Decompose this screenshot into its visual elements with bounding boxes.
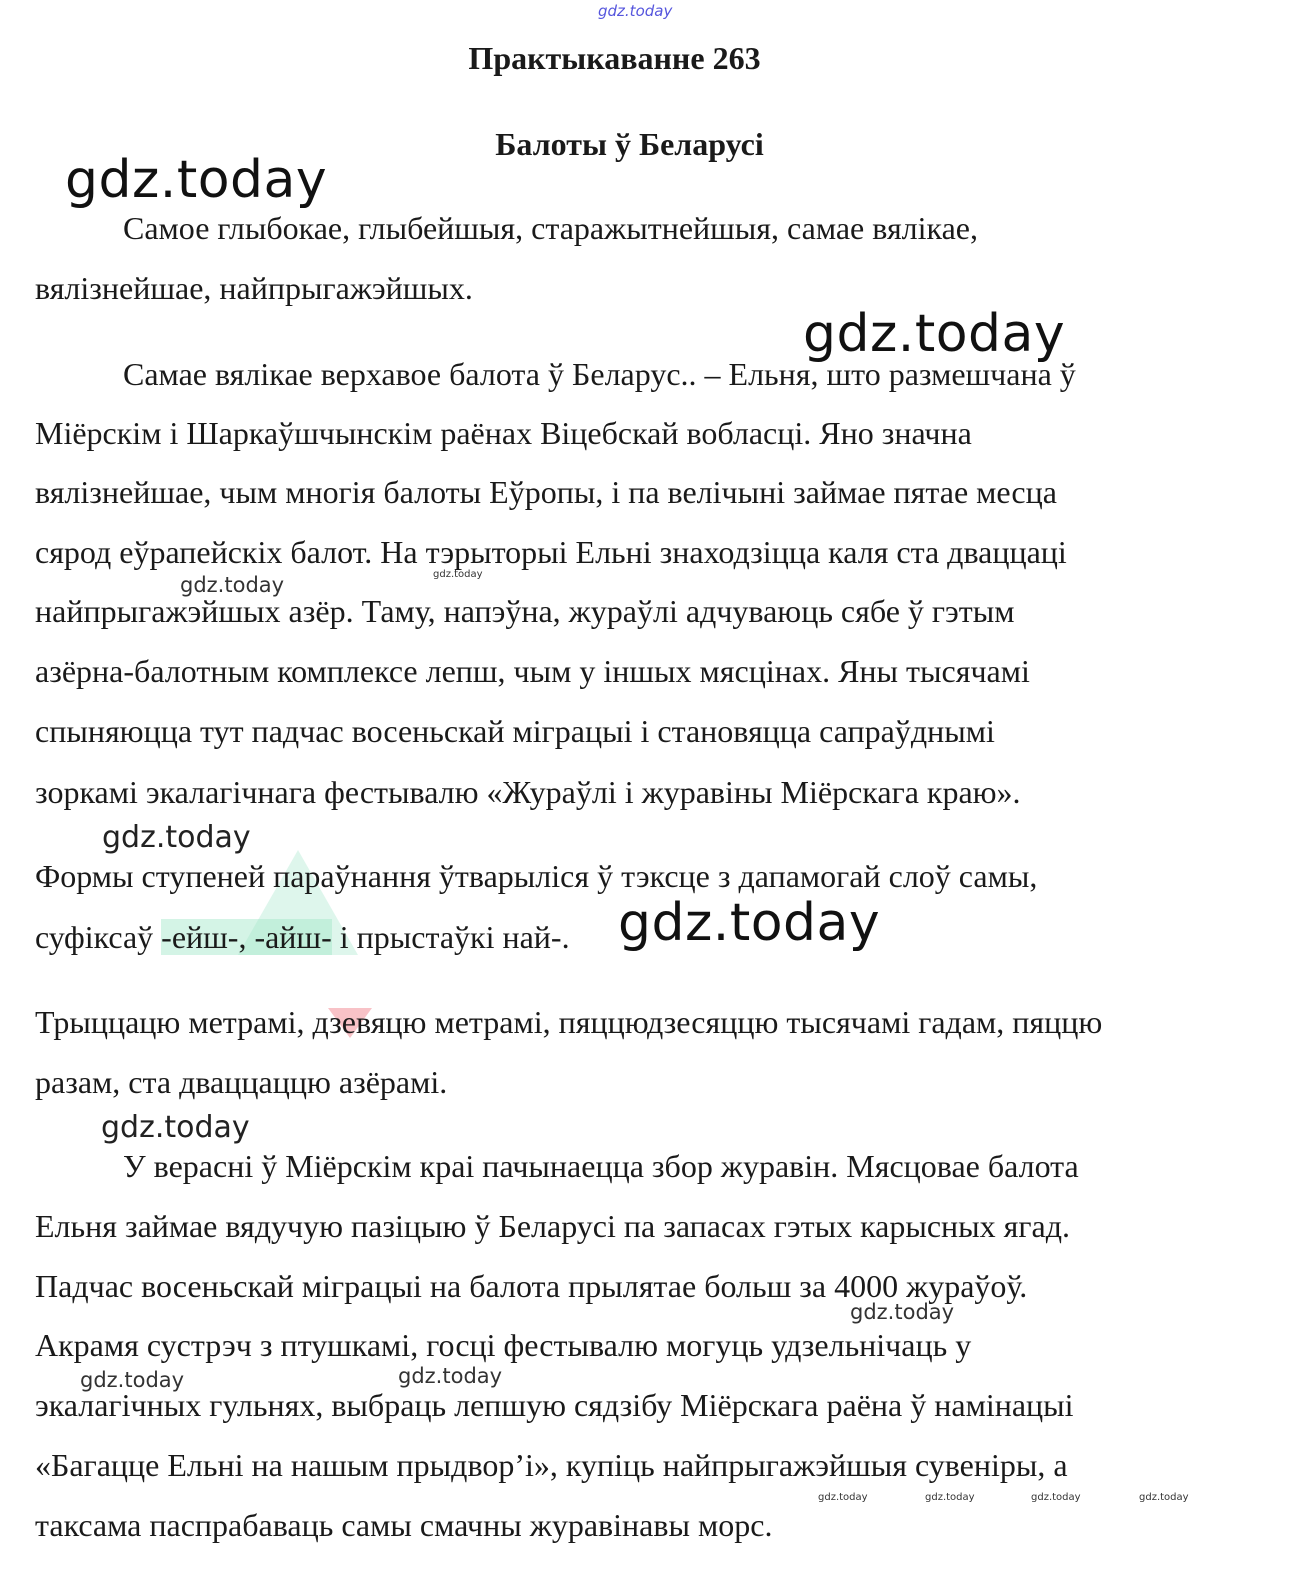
text-line: Міёрскім і Шаркаўшчынскім раёнах Віцебскай вобласці. Яно значна xyxy=(35,415,972,451)
text-span: суфіксаў xyxy=(35,919,162,955)
page-title: Практыкаванне 263 xyxy=(468,40,761,76)
text-line: вялізнейшае, найпрыгажэйшых. xyxy=(35,270,473,306)
text-line: Акрамя сустрэч з птушкамі, госці фестывалю могуць удзельнічаць у xyxy=(35,1327,972,1363)
text-line xyxy=(35,917,570,957)
text-line: Самое глыбокае, глыбейшыя, старажытнейшыя, самае вялікае, xyxy=(123,210,978,246)
text-line: Самае вялікае верхавое балота ў Беларус.. – Ельня, што размешчана ў xyxy=(123,356,1076,392)
text-line: зоркамі экалагічнага фестывалю «Жураўлі і журавіны Міёрскага краю». xyxy=(35,774,1021,810)
watermark-top: gdz.today xyxy=(598,2,673,20)
text-line: Ельня займае вядучую пазіцыю ў Беларусі па запасах гэтых карысных ягад. xyxy=(35,1208,1070,1244)
text-line: экалагічных гульнях, выбраць лепшую сядзібу Міёрскага раёна ў намінацыі xyxy=(35,1387,1074,1423)
highlighted-suffixes: -ейш-, -айш- xyxy=(161,919,332,955)
watermark-8: gdz.today xyxy=(850,1300,955,1324)
text-line: разам, ста дваццаццю азёрамі. xyxy=(35,1064,448,1100)
text-line: Формы ступеней параўнання ўтварыліся ў тэксце з дапамогай слоў самы, xyxy=(35,858,1038,894)
watermark-9: gdz.today xyxy=(80,1368,185,1392)
watermark-12: gdz.today xyxy=(925,1492,975,1503)
watermark-3: gdz.today xyxy=(180,573,285,597)
watermark-5: gdz.today xyxy=(102,820,251,855)
watermark-2: gdz.today xyxy=(803,304,1066,364)
text-line: найпрыгажэйшых азёр. Таму, напэўна, жураўлі адчуваюць сябе ў гэтым xyxy=(35,593,1015,629)
text-line: таксама паспрабаваць самы смачны журавінавы морс. xyxy=(35,1507,773,1543)
watermark-7: gdz.today xyxy=(101,1110,250,1145)
text-line: спыняюцца тут падчас восеньскай міграцыі і становяцца сапраўднымі xyxy=(35,713,995,749)
watermark-1: gdz.today xyxy=(65,150,328,210)
text-line: вялізнейшае, чым многія балоты Еўропы, і па велічыні займае пятае месца xyxy=(35,474,1057,510)
text-line: Падчас восеньскай міграцыі на балота прылятае больш за 4000 жураўоў. xyxy=(35,1268,1028,1304)
text-line: азёрна-балотным комплексе лепш, чым у іншых мясцінах. Яны тысячамі xyxy=(35,653,1030,689)
watermark-11: gdz.today xyxy=(818,1492,868,1503)
watermark-4: gdz.today xyxy=(433,569,483,580)
watermark-13: gdz.today xyxy=(1031,1492,1081,1503)
text-span: і прыстаўкі най-. xyxy=(331,919,570,955)
watermark-6: gdz.today xyxy=(618,893,881,953)
text-line: сярод еўрапейскіх балот. На тэрыторыі Ельні знаходзіцца каля ста дваццаці xyxy=(35,534,1067,570)
text-line: У верасні ў Міёрскім краі пачынаецца збор журавін. Мясцовае балота xyxy=(123,1148,1079,1184)
text-line: «Багацце Ельні на нашым прыдвор’і», купіць найпрыгажэйшыя сувеніры, а xyxy=(35,1447,1068,1483)
text-line: Трыццацю метрамі, дзевяцю метрамі, пяццюдзесяццю тысячамі гадам, пяццю xyxy=(35,1004,1103,1040)
watermark-14: gdz.today xyxy=(1139,1492,1189,1503)
text-title: Балоты ў Беларусі xyxy=(495,126,764,162)
watermark-10: gdz.today xyxy=(398,1364,503,1388)
